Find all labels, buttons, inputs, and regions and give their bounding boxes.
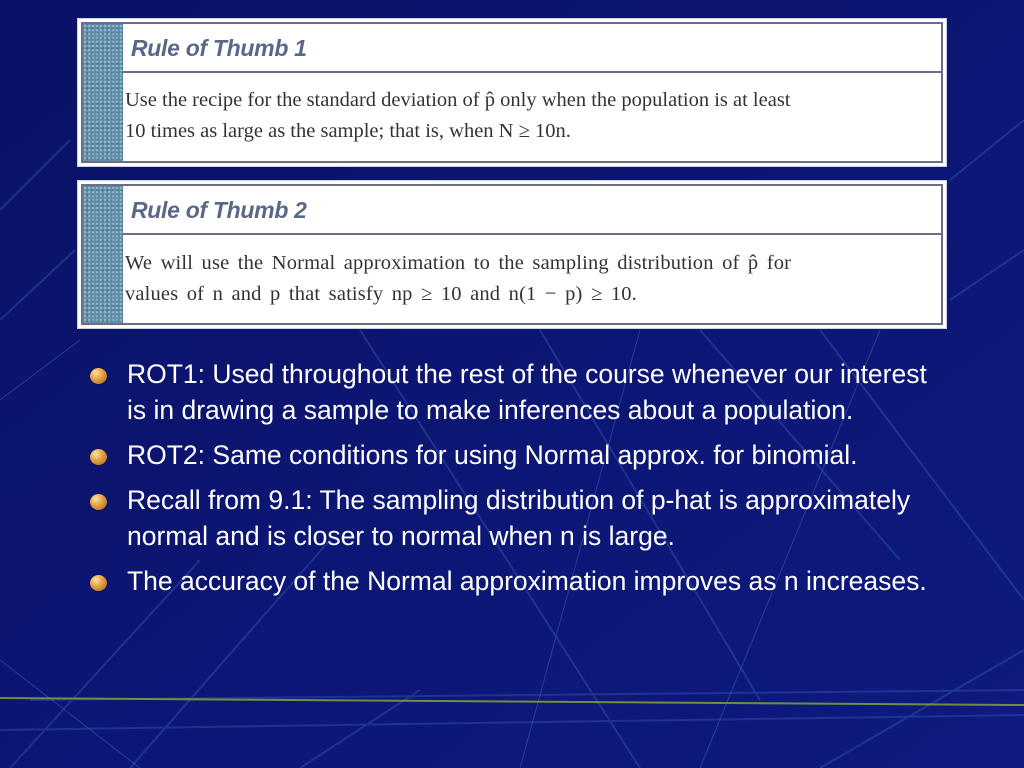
bullet-item: [90, 356, 950, 428]
rule-1-line-1: Use the recipe for the standard deviation of p̂ only when the population is at least: [125, 89, 791, 111]
rule-2-title: Rule of Thumb 2: [131, 197, 307, 223]
gold-bullet-icon: [90, 575, 107, 591]
rule-of-thumb-1-box: [77, 18, 947, 167]
bullet-list: [90, 356, 950, 608]
gold-bullet-icon: [90, 494, 107, 510]
rule-box-stripe: [83, 186, 123, 323]
rule-2-line-1: We will use the Normal approximation to the sampling distribution of p̂ for: [125, 252, 792, 274]
rule-2-line-2: values of n and p that satisfy np ≥ 10 and n(1 − p) ≥ 10.: [125, 283, 637, 305]
bullet-text: ROT1: Used throughout the rest of the course whenever our interest is in drawing a sample to make inferences about a population.: [127, 359, 927, 425]
bullet-text: Recall from 9.1: The sampling distribution of p-hat is approximately normal and is closer to normal when n is large.: [127, 485, 911, 551]
bullet-item: [90, 482, 950, 554]
bullet-text: The accuracy of the Normal approximation improves as n increases.: [127, 566, 927, 596]
gold-bullet-icon: [90, 449, 107, 465]
bullet-item: [90, 563, 950, 599]
bullet-text: ROT2: Same conditions for using Normal approx. for binomial.: [127, 440, 858, 470]
rule-1-line-2: 10 times as large as the sample; that is, when N ≥ 10n.: [125, 120, 571, 142]
rule-of-thumb-2-box: [77, 180, 947, 329]
bullet-item: [90, 437, 950, 473]
rule-1-title: Rule of Thumb 1: [131, 35, 307, 61]
rule-box-stripe: [83, 24, 123, 161]
gold-bullet-icon: [90, 368, 107, 384]
